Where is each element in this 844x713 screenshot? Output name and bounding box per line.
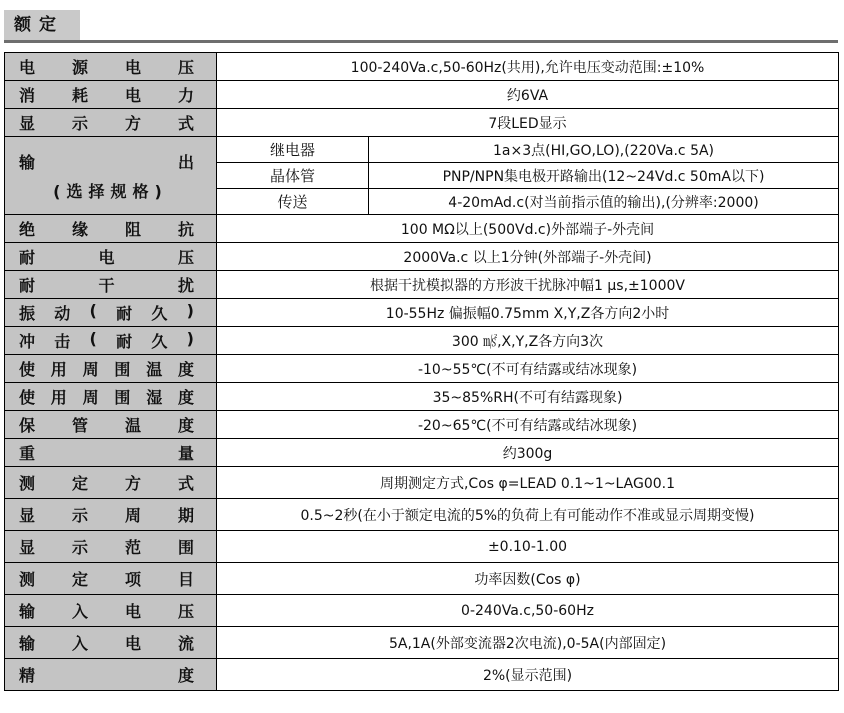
row-value: 10-55Hz 偏振幅0.75mm X,Y,Z各方向2小时 — [217, 299, 839, 327]
row-value: -10~55℃(不可有结露或结冰现象) — [217, 355, 839, 383]
label-char: 示 — [71, 506, 88, 525]
section-divider — [4, 40, 838, 43]
label-char: 测 — [19, 474, 36, 493]
row-label-chars — [5, 567, 216, 590]
label-char: 耐 — [116, 332, 133, 351]
label-char: 期 — [177, 506, 194, 525]
table-row — [5, 439, 839, 467]
row-label — [5, 627, 217, 659]
label-char: 方 — [124, 114, 141, 133]
label-char: 度 — [177, 666, 194, 685]
row-label — [5, 411, 217, 439]
label-char: 湿 — [146, 388, 163, 407]
row-value: 2%(显示范围) — [217, 659, 839, 691]
label-char: 耗 — [71, 86, 88, 105]
label-char: ) — [186, 301, 194, 320]
output-type: 晶体管 — [217, 163, 369, 189]
table-row — [5, 411, 839, 439]
label-char: 电 — [19, 58, 36, 77]
row-label-chars — [5, 273, 216, 296]
label-char: 压 — [177, 248, 194, 267]
row-value: 根据干扰模拟器的方形波干扰脉冲幅1 μs,±1000V — [217, 271, 839, 299]
label-char: 使 — [19, 360, 36, 379]
label-char: 力 — [177, 86, 194, 105]
row-label-chars — [5, 413, 216, 436]
table-row — [5, 53, 839, 81]
row-label-chars — [5, 301, 216, 324]
label-char: 方 — [124, 474, 141, 493]
table-row — [5, 299, 839, 327]
label-char: 输 — [19, 152, 36, 172]
label-char: 耐 — [116, 304, 133, 323]
output-row — [5, 137, 839, 163]
label-char: 输 — [19, 602, 36, 621]
table-row — [5, 215, 839, 243]
table-row — [5, 659, 839, 691]
row-label — [5, 81, 217, 109]
output-label-bottom: (选择规格) — [53, 181, 168, 201]
row-value: 300 ㎨,X,Y,Z各方向3次 — [217, 327, 839, 355]
label-char: 周 — [82, 388, 99, 407]
row-label — [5, 467, 217, 499]
label-char: 保 — [19, 416, 36, 435]
row-label-chars — [5, 535, 216, 558]
row-value: 7段LED显示 — [217, 109, 839, 137]
label-char: 围 — [114, 388, 131, 407]
row-label — [5, 299, 217, 327]
label-char: 测 — [19, 570, 36, 589]
label-char: 入 — [71, 634, 88, 653]
row-label — [5, 271, 217, 299]
row-label — [5, 215, 217, 243]
row-label-chars — [5, 471, 216, 494]
row-label — [5, 383, 217, 411]
label-char: 电 — [124, 86, 141, 105]
row-label — [5, 243, 217, 271]
table-row — [5, 327, 839, 355]
label-char: 出 — [177, 152, 194, 172]
label-char: 动 — [54, 304, 71, 323]
label-char: 耐 — [19, 248, 36, 267]
table-row — [5, 563, 839, 595]
table-row — [5, 81, 839, 109]
row-label-chars — [5, 55, 216, 78]
label-char: 显 — [19, 506, 36, 525]
label-char: 电 — [124, 634, 141, 653]
row-label-chars — [5, 385, 216, 408]
label-char: ) — [186, 329, 194, 348]
label-char: 用 — [50, 388, 67, 407]
row-label — [5, 659, 217, 691]
row-label-chars — [5, 217, 216, 240]
label-char: 式 — [177, 474, 194, 493]
label-char: 流 — [177, 634, 194, 653]
table-row — [5, 355, 839, 383]
row-label-chars — [5, 631, 216, 654]
row-value: 35~85%RH(不可有结露现象) — [217, 383, 839, 411]
label-char: ( — [89, 329, 97, 348]
row-value: ±0.10-1.00 — [217, 531, 839, 563]
label-char: 显 — [19, 538, 36, 557]
row-label — [5, 109, 217, 137]
label-char: 久 — [151, 332, 168, 351]
label-char: 量 — [177, 444, 194, 463]
label-char: 范 — [124, 538, 141, 557]
label-char: 压 — [177, 602, 194, 621]
row-value: 周期测定方式,Cos φ=LEAD 0.1~1~LAG00.1 — [217, 467, 839, 499]
label-char: 周 — [124, 506, 141, 525]
row-value: 100 MΩ以上(500Vd.c)外部端子-外壳间 — [217, 215, 839, 243]
table-row — [5, 595, 839, 627]
label-char: 久 — [151, 304, 168, 323]
row-label-chars — [5, 245, 216, 268]
label-char: 输 — [19, 634, 36, 653]
output-label — [5, 137, 217, 215]
table-row — [5, 271, 839, 299]
label-char: 围 — [114, 360, 131, 379]
label-char: 度 — [177, 388, 194, 407]
row-label-chars — [5, 663, 216, 686]
output-value: PNP/NPN集电极开路输出(12~24Vd.c 50mA以下) — [369, 163, 839, 189]
label-char: 耐 — [19, 276, 36, 295]
row-label — [5, 53, 217, 81]
table-row — [5, 109, 839, 137]
label-char: 消 — [19, 86, 36, 105]
row-value: 5A,1A(外部变流器2次电流),0-5A(内部固定) — [217, 627, 839, 659]
row-label-chars — [5, 83, 216, 106]
output-value: 4-20mAd.c(对当前指示值的输出),(分辨率:2000) — [369, 189, 839, 215]
row-value: 100-240Va.c,50-60Hz(共用),允许电压变动范围:±10% — [217, 53, 839, 81]
table-row — [5, 627, 839, 659]
label-char: 式 — [177, 114, 194, 133]
label-char: 示 — [71, 538, 88, 557]
row-value: 0-240Va.c,50-60Hz — [217, 595, 839, 627]
row-label-chars — [5, 503, 216, 526]
spec-table-body — [5, 53, 839, 691]
row-label-chars — [5, 329, 216, 352]
output-label-top — [5, 150, 216, 173]
label-char: ( — [89, 301, 97, 320]
label-char: 定 — [71, 570, 88, 589]
section-header — [4, 10, 838, 40]
spec-table — [4, 52, 839, 691]
label-char: 电 — [98, 248, 115, 267]
section-title: 额定 — [14, 15, 64, 35]
label-char: 源 — [71, 58, 88, 77]
label-char: 入 — [71, 602, 88, 621]
label-char: 使 — [19, 388, 36, 407]
label-char: 扰 — [177, 276, 194, 295]
label-char: 电 — [124, 602, 141, 621]
row-value: -20~65℃(不可有结露或结冰现象) — [217, 411, 839, 439]
row-value: 功率因数(Cos φ) — [217, 563, 839, 595]
row-label — [5, 499, 217, 531]
label-char: 压 — [177, 58, 194, 77]
label-char: 绝 — [19, 220, 36, 239]
label-char: 用 — [50, 360, 67, 379]
label-char: 温 — [124, 416, 141, 435]
table-row — [5, 499, 839, 531]
output-type: 传送 — [217, 189, 369, 215]
label-char: 定 — [71, 474, 88, 493]
label-char: 围 — [177, 538, 194, 557]
row-value: 0.5~2秒(在小于额定电流的5%的负荷上有可能动作不准或显示周期变慢) — [217, 499, 839, 531]
label-char: 管 — [71, 416, 88, 435]
row-value: 2000Va.c 以上1分钟(外部端子-外壳间) — [217, 243, 839, 271]
label-char: 精 — [19, 666, 36, 685]
table-row — [5, 531, 839, 563]
table-row — [5, 243, 839, 271]
row-label — [5, 563, 217, 595]
section-title-box — [4, 10, 80, 40]
label-char: 冲 — [19, 332, 36, 351]
row-label-chars — [5, 111, 216, 134]
label-char: 显 — [19, 114, 36, 133]
label-char: 度 — [177, 416, 194, 435]
label-char: 击 — [54, 332, 71, 351]
label-char: 振 — [19, 304, 36, 323]
label-char: 项 — [124, 570, 141, 589]
label-char: 温 — [146, 360, 163, 379]
label-char: 抗 — [177, 220, 194, 239]
row-label — [5, 355, 217, 383]
output-type: 继电器 — [217, 137, 369, 163]
row-label — [5, 327, 217, 355]
row-label-chars — [5, 599, 216, 622]
label-char: 示 — [71, 114, 88, 133]
label-char: 周 — [82, 360, 99, 379]
row-label — [5, 595, 217, 627]
label-char: 阻 — [124, 220, 141, 239]
table-row — [5, 467, 839, 499]
row-value: 约6VA — [217, 81, 839, 109]
label-char: 缘 — [71, 220, 88, 239]
table-row — [5, 383, 839, 411]
row-label — [5, 439, 217, 467]
row-label-chars — [5, 441, 216, 464]
label-char: 度 — [177, 360, 194, 379]
row-label-chars — [5, 357, 216, 380]
output-value: 1a×3点(HI,GO,LO),(220Va.c 5A) — [369, 137, 839, 163]
output-label-wrap — [5, 150, 216, 202]
label-char: 电 — [124, 58, 141, 77]
label-char: 目 — [177, 570, 194, 589]
label-char: 干 — [98, 276, 115, 295]
row-value: 约300g — [217, 439, 839, 467]
label-char: 重 — [19, 444, 36, 463]
row-label — [5, 531, 217, 563]
